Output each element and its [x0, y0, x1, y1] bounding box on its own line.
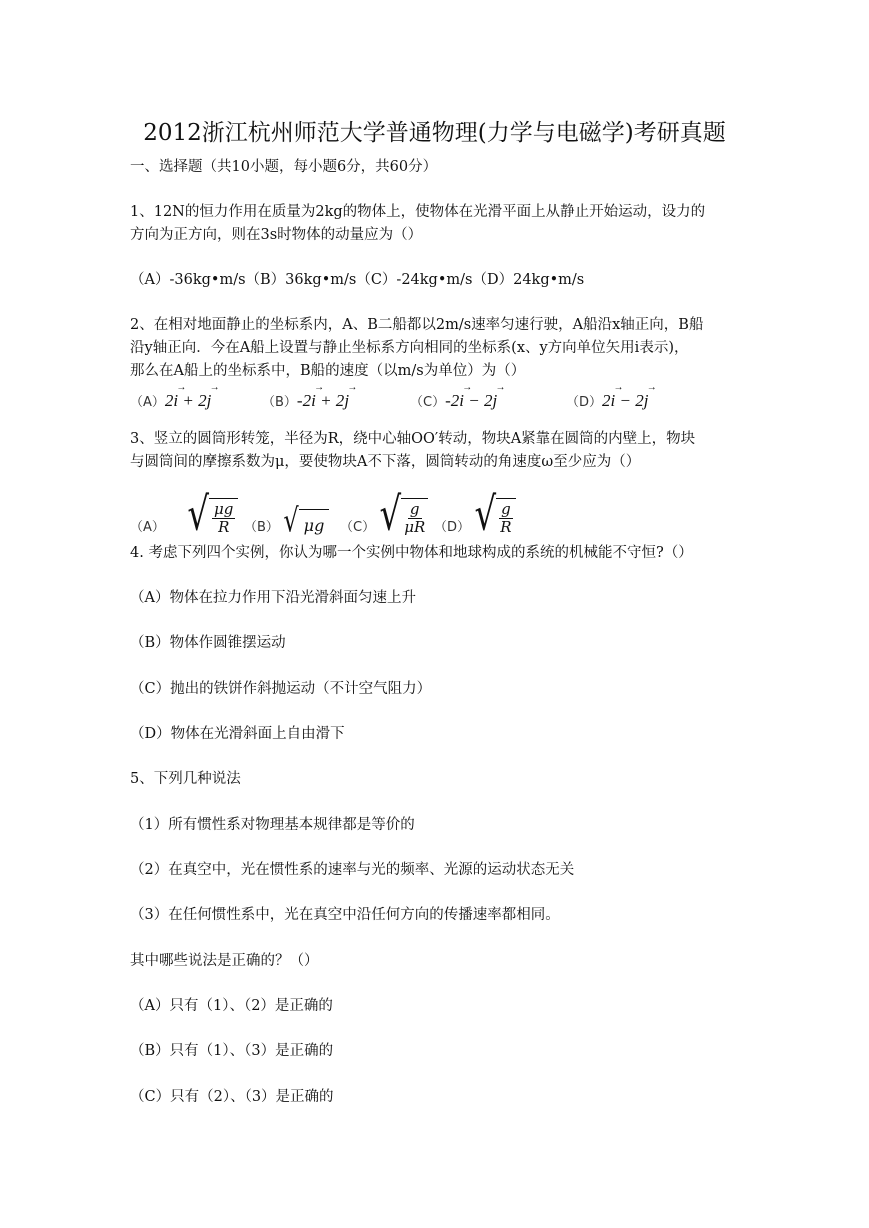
q3-option-d [434, 482, 516, 542]
sqrt-expression: √ μg [283, 509, 329, 535]
q2-option-b: （B）-2i → + 2j → [262, 382, 358, 410]
q3-option-a [130, 482, 238, 542]
sqrt-expression: √ $\frac{\mu g}{R}$ [187, 498, 238, 535]
q3-option-c [340, 478, 428, 542]
q4-option-a: （A）物体在拉力作用下沿光滑斜面匀速上升 [130, 590, 416, 606]
option-label: （C） [410, 395, 446, 410]
q5-question: 其中哪些说法是正确的？（） [130, 953, 319, 969]
q5-statement-2: （2）在真空中，光在惯性系的速率与光的频率、光源的运动状态无关 [130, 862, 575, 878]
page-title: 2012浙江杭州师范大学普通物理(力学与电磁学)考研真题 [143, 120, 726, 146]
section-heading: 一、选择题（共10小题，每小题6分，共60分） [130, 159, 438, 175]
q5-option-b: （B）只有（1）、（3）是正确的 [130, 1043, 334, 1059]
q3-line1: 3、竖立的圆筒形转笼，半径为R，绕中心轴OO′转动，物块A紧靠在圆筒的内壁上，物块 [130, 431, 696, 447]
q5-statement-3: （3）在任何惯性系中，光在真空中沿任何方向的传播速率都相同。 [130, 907, 560, 923]
option-label: （D） [434, 520, 471, 535]
q2-option-a: （A）2i → + 2j → [130, 382, 220, 410]
sqrt-expression: √ $\frac{g}{\mu R}$ [380, 498, 429, 535]
q4-stem: 4. 考虑下列四个实例，你认为哪一个实例中物体和地球构成的系统的机械能不守恒?（） [130, 545, 693, 561]
option-label: （B） [244, 520, 279, 535]
q5-option-c: （C）只有（2）、（3）是正确的 [130, 1089, 334, 1105]
option-label: （A） [130, 520, 165, 535]
q5-option-a: （A）只有（1）、（2）是正确的 [130, 998, 333, 1014]
q1-line2: 方向为正方向，则在3s时物体的动量应为（） [130, 227, 423, 243]
q1-line1: 1、12N的恒力作用在质量为2kg的物体上，使物体在光滑平面上从静止开始运动，设力的 [130, 204, 706, 220]
q4-option-c: （C）抛出的铁饼作斜抛运动（不计空气阻力） [130, 681, 432, 697]
q2-line2: 沿y轴正向．今在A船上设置与静止坐标系方向相同的坐标系(x、y方向单位矢用i表示)， [130, 340, 689, 356]
q2-option-c: （C）-2i → − 2j → [410, 382, 506, 410]
option-label: （A） [130, 395, 165, 410]
q1-options: （A）-36kg•m/s（B）36kg•m/s（C）-24kg•m/s（D）24kg•m/s [130, 272, 585, 288]
q2-option-d: （D）2i → − 2j → [566, 382, 657, 410]
q3-option-b [244, 482, 329, 540]
q4-option-b: （B）物体作圆锥摆运动 [130, 635, 286, 651]
option-label: （C） [340, 520, 376, 535]
q2-line1: 2、在相对地面静止的坐标系内，A、B二船都以2m/s速率匀速行驶，A船沿x轴正向，B船 [130, 317, 704, 333]
q4-option-d: （D）物体在光滑斜面上自由滑下 [130, 726, 345, 742]
option-label: （D） [566, 395, 603, 410]
option-label: （B） [262, 395, 297, 410]
q2-line3: 那么在A船上的坐标系中，B船的速度（以m/s为单位）为（） [130, 363, 526, 379]
q5-statement-1: （1）所有惯性系对物理基本规律都是等价的 [130, 817, 415, 833]
q3-line2: 与圆筒间的摩擦系数为μ，要使物块A不下落，圆筒转动的角速度ω至少应为（） [130, 454, 641, 470]
q5-stem: 5、下列几种说法 [130, 771, 241, 787]
sqrt-expression: √ $\frac{g}{R}$ [474, 498, 515, 535]
